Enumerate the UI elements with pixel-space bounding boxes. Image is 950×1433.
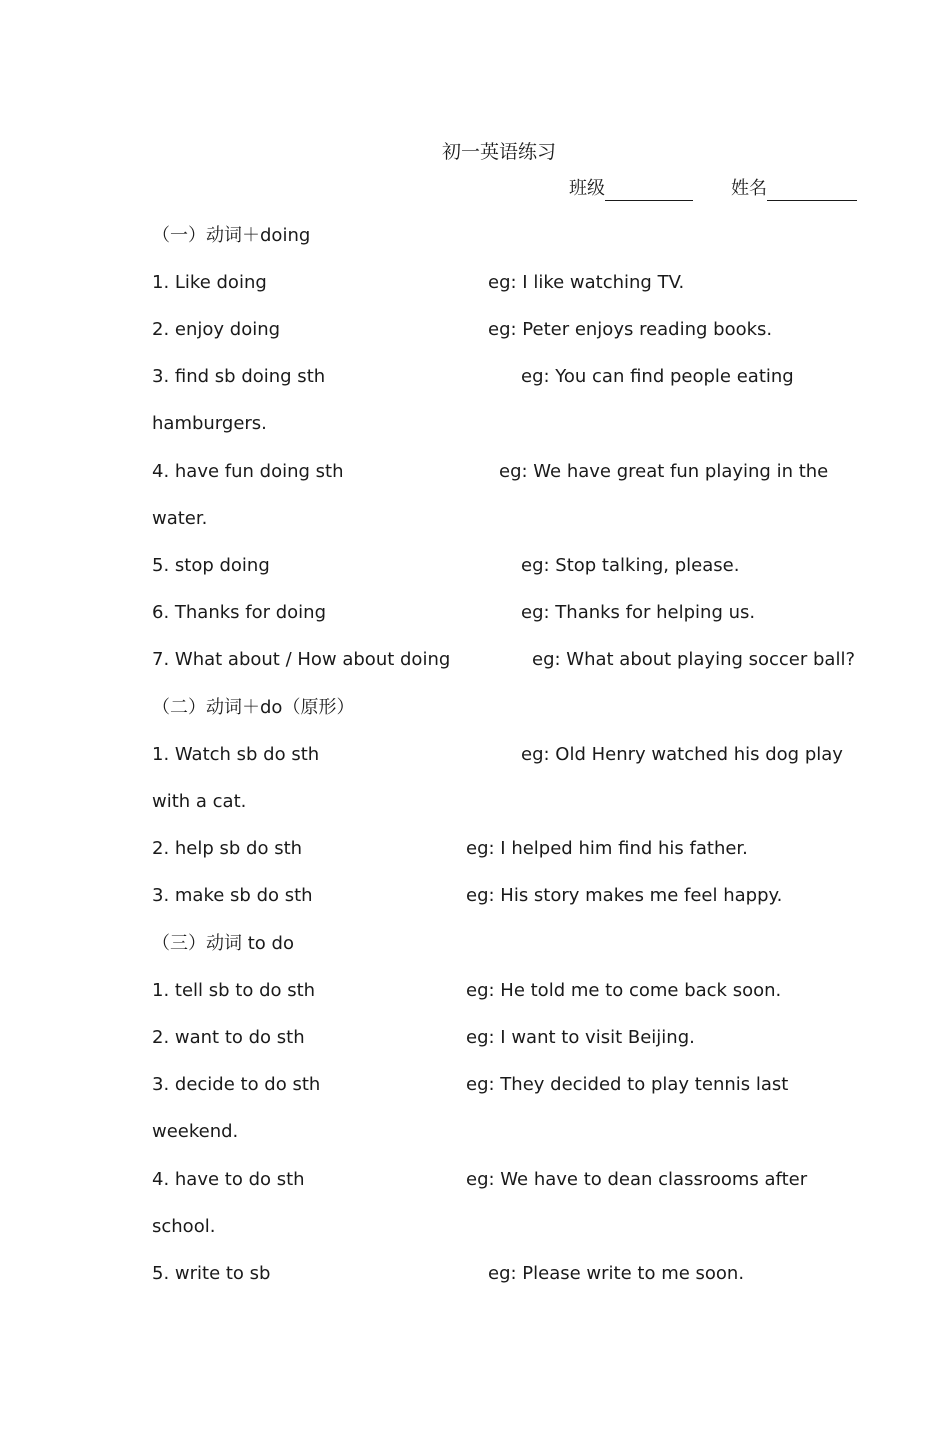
example-sentence: eg: Thanks for helping us. [521, 602, 756, 623]
phrase: 5. write to sb [152, 1263, 271, 1284]
name-field [731, 177, 857, 201]
example-sentence: eg: I want to visit Beijing. [466, 1027, 695, 1048]
phrase: 1. Watch sb do sth [152, 744, 320, 765]
phrase: 3. make sb do sth [152, 885, 313, 906]
example-sentence: eg: They decided to play tennis last [466, 1074, 789, 1095]
phrase: 3. find sb doing sth [152, 366, 326, 387]
example-sentence: eg: His story makes me feel happy. [466, 885, 783, 906]
example-sentence: eg: Peter enjoys reading books. [488, 319, 773, 340]
example-continuation: weekend. [152, 1121, 239, 1142]
phrase: 3. decide to do sth [152, 1074, 321, 1095]
example-sentence: eg: Old Henry watched his dog play [521, 744, 843, 765]
phrase: 1. tell sb to do sth [152, 980, 316, 1001]
example-sentence: eg: You can find people eating [521, 366, 794, 387]
example-sentence: eg: We have to dean classrooms after [466, 1169, 808, 1190]
example-continuation: school. [152, 1216, 216, 1237]
section-heading: （一）动词＋doing [152, 225, 311, 246]
phrase: 6. Thanks for doing [152, 602, 327, 623]
phrase: 4. have fun doing sth [152, 461, 344, 482]
class-blank[interactable] [605, 180, 693, 201]
phrase: 1. Like doing [152, 272, 267, 293]
phrase: 7. What about / How about doing [152, 649, 451, 670]
phrase: 5. stop doing [152, 555, 270, 576]
example-sentence: eg: What about playing soccer ball? [532, 649, 856, 670]
example-sentence: eg: Please write to me soon. [488, 1263, 745, 1284]
example-sentence: eg: Stop talking, please. [521, 555, 740, 576]
example-continuation: with a cat. [152, 791, 247, 812]
section-heading: （二）动词＋do（原形） [152, 697, 355, 718]
example-continuation: water. [152, 508, 208, 529]
name-label: 姓名 [731, 178, 767, 199]
phrase: 2. enjoy doing [152, 319, 281, 340]
page-title: 初一英语练习 [442, 141, 557, 163]
example-sentence: eg: He told me to come back soon. [466, 980, 782, 1001]
phrase: 2. want to do sth [152, 1027, 305, 1048]
example-continuation: hamburgers. [152, 413, 267, 434]
example-sentence: eg: I helped him find his father. [466, 838, 748, 859]
class-label: 班级 [569, 178, 605, 199]
section-heading: （三）动词 to do [152, 933, 294, 954]
phrase: 2. help sb do sth [152, 838, 303, 859]
class-field [569, 177, 693, 201]
phrase: 4. have to do sth [152, 1169, 305, 1190]
example-sentence: eg: We have great fun playing in the [499, 461, 829, 482]
example-sentence: eg: I like watching TV. [488, 272, 685, 293]
name-blank[interactable] [767, 180, 857, 201]
